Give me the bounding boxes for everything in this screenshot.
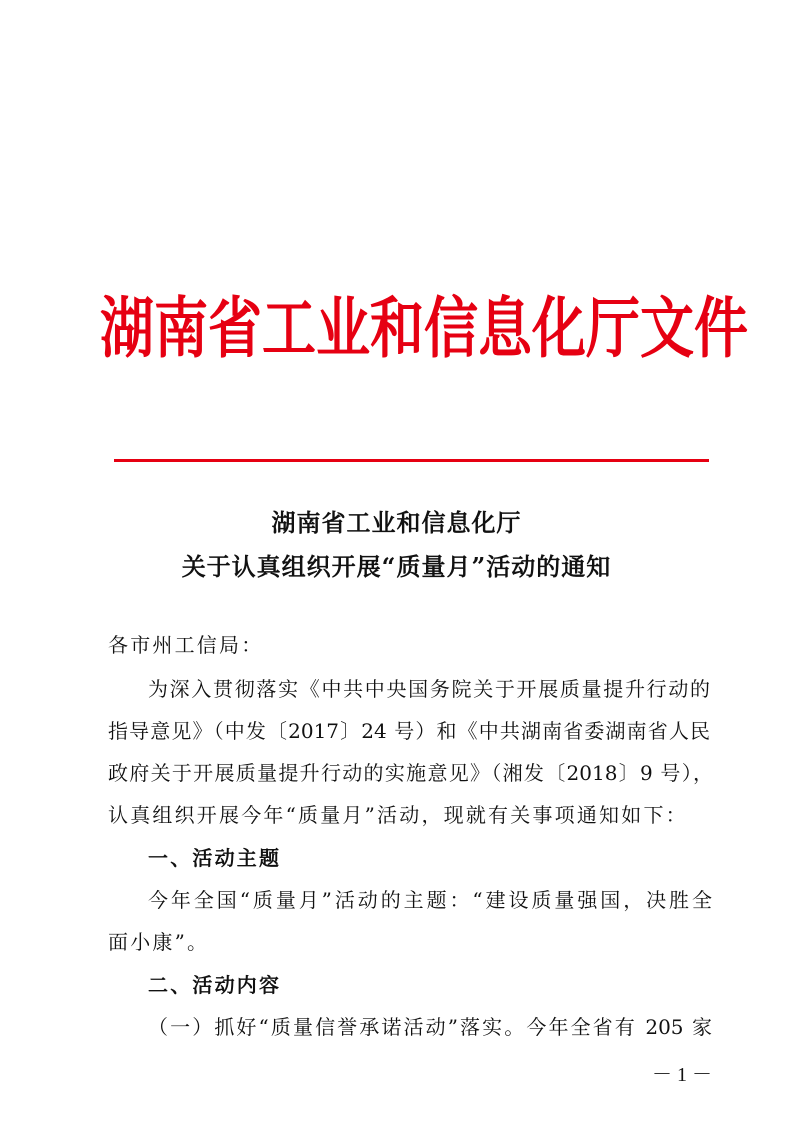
red-divider-line bbox=[114, 459, 709, 462]
paragraph-line: 为深入贯彻落实《中共中央国务院关于开展质量提升行动的 bbox=[148, 677, 710, 701]
paragraph-line: 面小康”。 bbox=[108, 930, 210, 954]
issuing-authority-header: 湖南省工业和信息化厅文件 bbox=[100, 288, 748, 368]
paragraph-line: （一）抓好“质量信誉承诺活动”落实。今年全省有 205 家 bbox=[148, 1015, 712, 1039]
paragraph-line: 今年全国“质量月”活动的主题：“建设质量强国，决胜全 bbox=[148, 888, 712, 912]
paragraph-line: 认真组织开展今年“质量月”活动，现就有关事项通知如下： bbox=[108, 803, 688, 827]
section-heading: 二、活动内容 bbox=[148, 973, 282, 997]
page-number: － 1 － bbox=[652, 1064, 712, 1086]
paragraph-line: 指导意见》（中发〔2017〕24 号）和《中共湖南省委湖南省人民 bbox=[108, 719, 710, 743]
section-heading: 一、活动主题 bbox=[148, 846, 282, 870]
paragraph-line: 政府关于开展质量提升行动的实施意见》（湘发〔2018〕9 号）， bbox=[108, 761, 713, 785]
document-title-line-2: 关于认真组织开展“质量月”活动的通知 bbox=[181, 552, 612, 581]
salutation: 各市州工信局： bbox=[108, 633, 264, 657]
document-title-line-1: 湖南省工业和信息化厅 bbox=[271, 508, 522, 537]
